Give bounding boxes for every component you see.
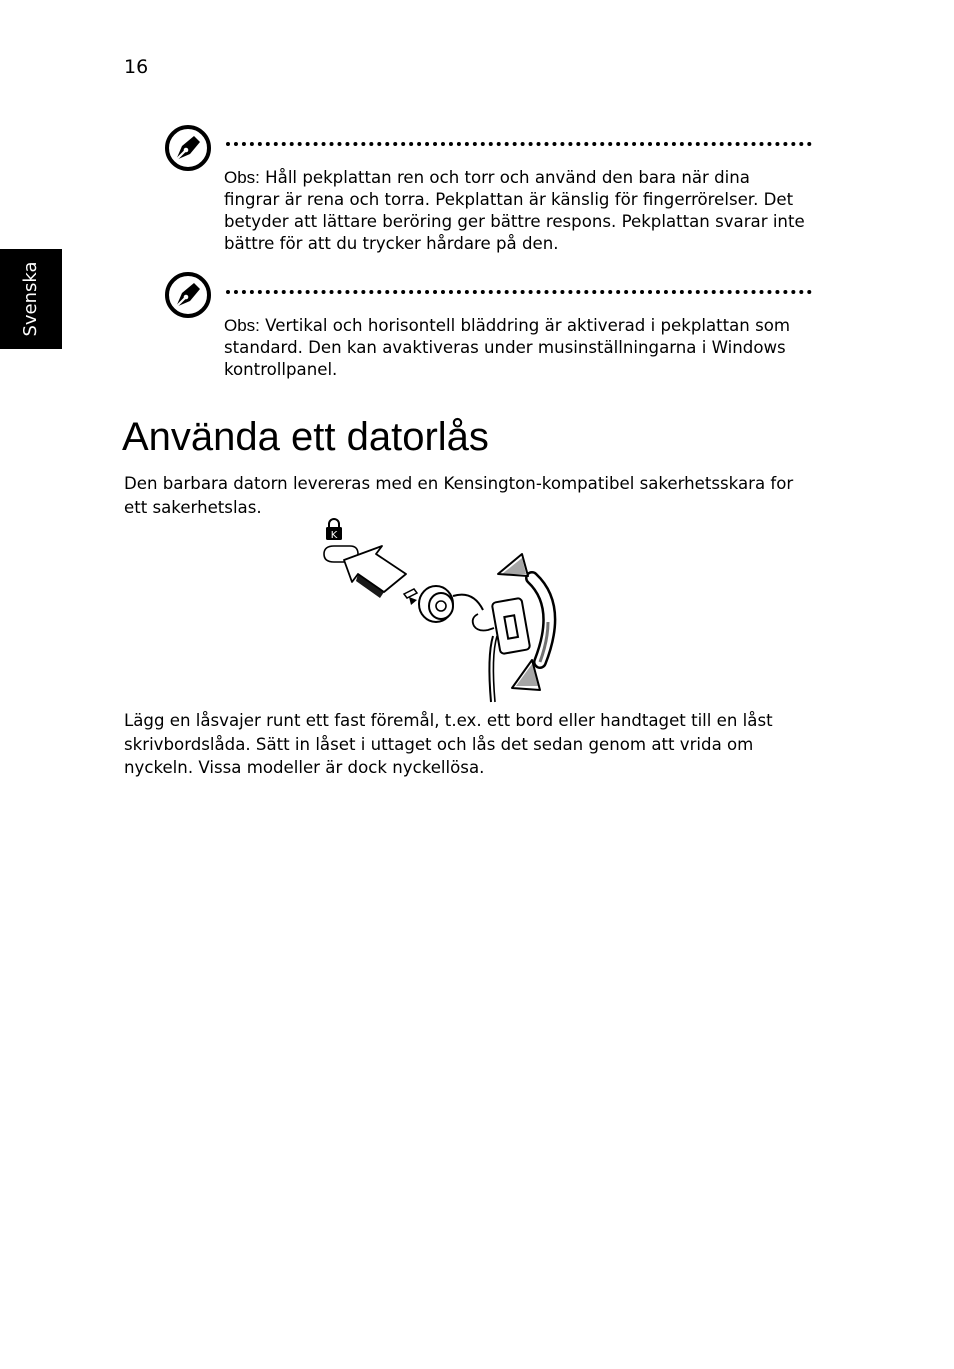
language-tab-label: Svenska xyxy=(20,261,41,337)
language-tab xyxy=(0,249,62,349)
note-divider xyxy=(226,142,812,146)
note-divider xyxy=(226,290,812,294)
note-label: Obs: xyxy=(224,168,260,187)
svg-text:K: K xyxy=(330,530,338,541)
instructions-paragraph: Lägg en låsvajer runt ett fast föremål, t.ex. ett bord eller handtaget till en låst skrivbordslåda. Sätt in låset i uttaget och lås det sedan genom att vrida om nyckeln. Vissa modeller är dock nyckellösa. xyxy=(124,711,773,777)
intro-paragraph: Den barbara datorn levereras med en Kensington-kompatibel sakerhetsskara for ett sakerhetslas. xyxy=(124,474,794,517)
note-pen-icon xyxy=(164,271,212,319)
note-body: Håll pekplattan ren och torr och använd den bara när dina fingrar är rena och torra. Pekplattan är känslig för fingerrörelser. Det betyder att lättare beröring ger bättre respons. Pekplattan svarar inte bättre för att du trycker hårdare på den. xyxy=(224,168,805,253)
note-1 xyxy=(224,167,810,255)
page-number: 16 xyxy=(124,56,149,78)
note-label: Obs: xyxy=(224,316,260,335)
note-2 xyxy=(224,315,810,381)
kensington-lock-illustration xyxy=(318,518,564,706)
note-body: Vertikal och horisontell bläddring är aktiverad i pekplattan som standard. Den kan avaktiveras under musinställningarna i Windows kontrollpanel. xyxy=(224,316,791,379)
note-pen-icon xyxy=(164,124,212,172)
section-heading: Använda ett datorlås xyxy=(122,415,489,459)
kensington-lock-icon xyxy=(326,519,342,541)
